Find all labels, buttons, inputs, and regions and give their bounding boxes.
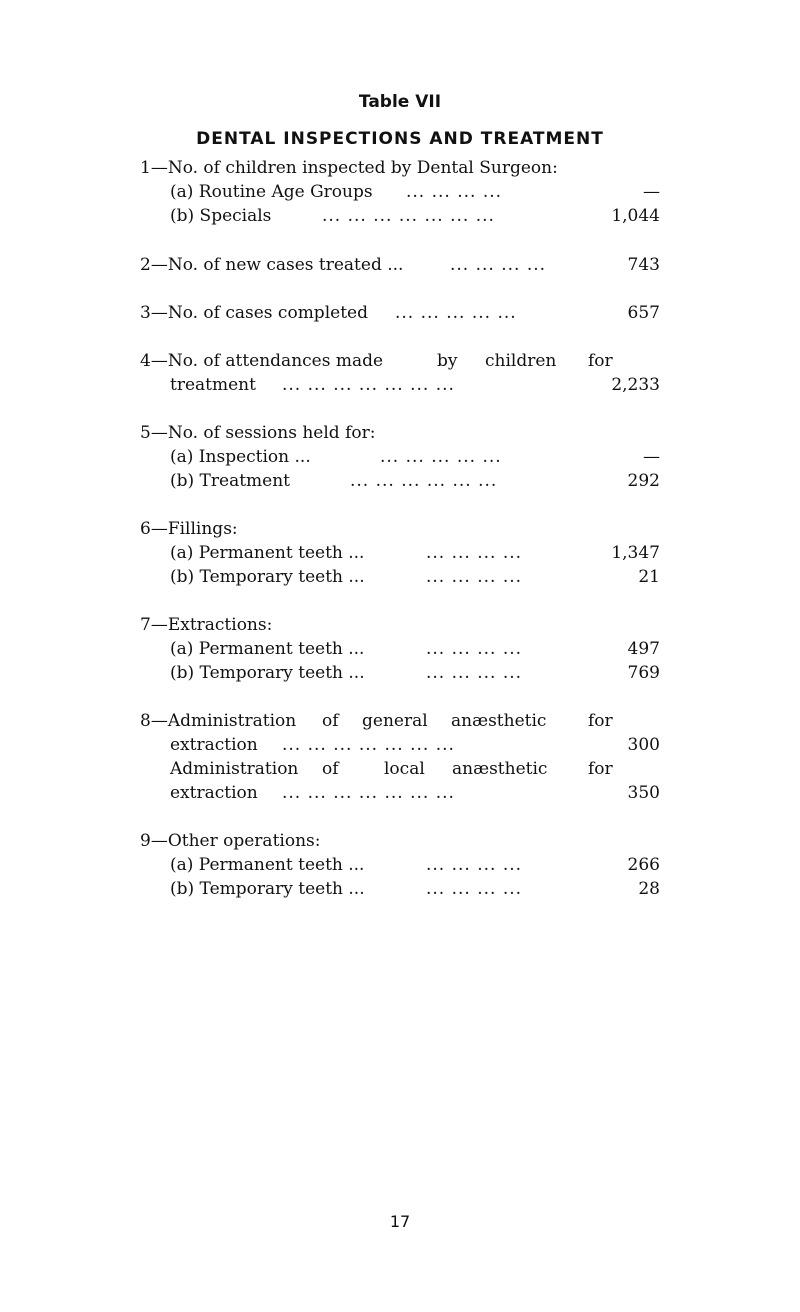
- item-4-cont-row: [170, 373, 660, 397]
- item-2-label: 2—No. of new cases treated ...: [140, 255, 404, 275]
- item-5a-label: (a) Inspection ...: [170, 447, 311, 467]
- item-9b-label: (b) Temporary teeth ...: [170, 879, 365, 899]
- item-9a-leader: ... ... ... ...: [426, 855, 523, 875]
- item-4-row: [140, 349, 660, 373]
- item-9b-leader: ... ... ... ...: [426, 879, 523, 899]
- item-8-word-general: general: [362, 711, 428, 731]
- item-7b-leader: ... ... ... ...: [426, 663, 523, 683]
- item-1b-row: [170, 204, 660, 228]
- item-1b-label: (b) Specials: [170, 206, 272, 226]
- page-number: 17: [389, 1212, 411, 1231]
- item-8-local-cont-label: extraction: [170, 783, 258, 803]
- item-1a-label: (a) Routine Age Groups: [170, 182, 373, 202]
- item-1b-value: 1,044: [611, 206, 660, 226]
- item-6a-row: [170, 541, 660, 565]
- item-9-heading-text: 9—Other operations:: [140, 831, 321, 851]
- item-8-cont-label: extraction: [170, 735, 258, 755]
- item-6b-label: (b) Temporary teeth ...: [170, 567, 365, 587]
- item-3-label: 3—No. of cases completed: [140, 303, 368, 323]
- item-8-cont-row: [170, 733, 660, 757]
- item-7b-value: 769: [627, 663, 660, 683]
- item-1b-leader: ... ... ... ... ... ... ...: [322, 206, 495, 226]
- item-9a-value: 266: [627, 855, 660, 875]
- item-8-local-leader: ... ... ... ... ... ... ...: [282, 783, 455, 803]
- item-7b-label: (b) Temporary teeth ...: [170, 663, 365, 683]
- item-4-value: 2,233: [611, 375, 660, 395]
- item-8-word-anaesthetic: anæsthetic: [451, 711, 547, 731]
- item-5-heading: [140, 421, 660, 445]
- item-1a-value: —: [643, 182, 660, 202]
- item-1-heading: [140, 156, 660, 180]
- item-7a-leader: ... ... ... ...: [426, 639, 523, 659]
- item-3-value: 657: [627, 303, 660, 323]
- item-8-local-text: Administration: [170, 759, 299, 779]
- item-5b-label: (b) Treatment: [170, 471, 291, 491]
- item-4-word-by: by: [437, 351, 458, 371]
- item-8-row: [140, 709, 660, 733]
- item-8-value-local: 350: [627, 783, 660, 803]
- item-8-local-row: [170, 757, 660, 781]
- item-8-text: 8—Administration: [140, 711, 297, 731]
- item-9b-row: [170, 877, 660, 901]
- item-5-heading-text: 5—No. of sessions held for:: [140, 423, 376, 443]
- item-3-leader: ... ... ... ... ...: [395, 303, 517, 323]
- item-2-value: 743: [627, 255, 660, 275]
- item-5a-row: [170, 445, 660, 469]
- item-6b-row: [170, 565, 660, 589]
- item-5b-leader: ... ... ... ... ... ...: [350, 471, 498, 491]
- item-1a-leader: ... ... ... ...: [406, 182, 503, 202]
- item-9a-row: [170, 853, 660, 877]
- item-2-row: [140, 253, 660, 277]
- item-6-heading: [140, 517, 660, 541]
- item-5b-value: 292: [627, 471, 660, 491]
- item-4-cont-label: treatment: [170, 375, 256, 395]
- item-5b-row: [170, 469, 660, 493]
- item-2-leader: ... ... ... ...: [450, 255, 547, 275]
- item-3-row: [140, 301, 660, 325]
- item-6a-value: 1,347: [611, 543, 660, 563]
- item-7b-row: [170, 661, 660, 685]
- item-8-value-general: 300: [627, 735, 660, 755]
- table-label: Table VII: [358, 92, 442, 112]
- item-8-local-word-local: local: [384, 759, 425, 779]
- item-5a-value: —: [643, 447, 660, 467]
- item-8-word-of: of: [322, 711, 339, 731]
- item-7a-row: [170, 637, 660, 661]
- item-6b-leader: ... ... ... ...: [426, 567, 523, 587]
- item-9a-label: (a) Permanent teeth ...: [170, 855, 365, 875]
- item-6a-leader: ... ... ... ...: [426, 543, 523, 563]
- item-4-leader: ... ... ... ... ... ... ...: [282, 375, 455, 395]
- page-title: DENTAL INSPECTIONS AND TREATMENT: [196, 129, 604, 149]
- item-6a-label: (a) Permanent teeth ...: [170, 543, 365, 563]
- item-6b-value: 21: [638, 567, 660, 587]
- item-6-heading-text: 6—Fillings:: [140, 519, 238, 539]
- item-8-leader: ... ... ... ... ... ... ...: [282, 735, 455, 755]
- item-5a-leader: ... ... ... ... ...: [380, 447, 502, 467]
- item-1a-row: [170, 180, 660, 204]
- item-7a-value: 497: [627, 639, 660, 659]
- item-8-word-for: for: [588, 711, 613, 731]
- item-7-heading: [140, 613, 660, 637]
- item-4-text: 4—No. of attendances made: [140, 351, 384, 371]
- item-4-word-children: children: [485, 351, 557, 371]
- item-8-local-word-for: for: [588, 759, 613, 779]
- item-8-local-word-of: of: [322, 759, 339, 779]
- item-7a-label: (a) Permanent teeth ...: [170, 639, 365, 659]
- item-1-heading-text: 1—No. of children inspected by Dental Surgeon:: [140, 158, 558, 178]
- item-4-word-for: for: [588, 351, 613, 371]
- item-9-heading: [140, 829, 660, 853]
- item-8-local-cont-row: [170, 781, 660, 805]
- item-8-local-word-anaesthetic: anæsthetic: [452, 759, 548, 779]
- item-9b-value: 28: [638, 879, 660, 899]
- item-7-heading-text: 7—Extractions:: [140, 615, 273, 635]
